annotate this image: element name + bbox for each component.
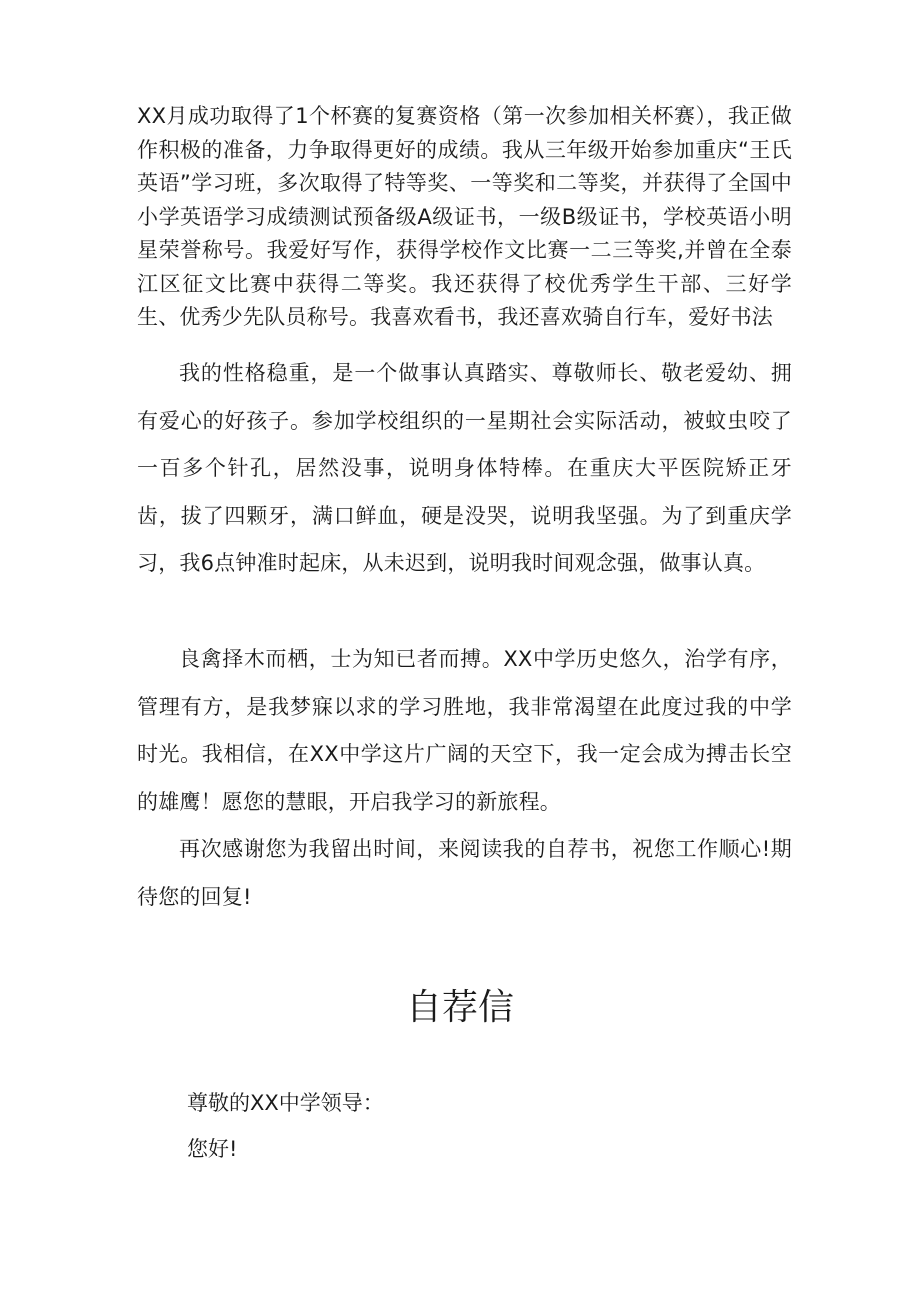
letter-greeting: 您好!: [187, 1137, 238, 1161]
paragraph-school-aspiration: 良禽择木而栖，士为知已者而搏。XX中学历史悠久，治学有序，管理有方，是我梦寐以求的学习胜地，我非常渴望在此度过我的中学时光。我相信，在XX中学这片广阔的天空下，我一定会成为搏击长空的雄鹰！愿您的慧眼，开启我学习的新旅程。: [137, 647, 792, 814]
letter-salutation: 尊敬的XX中学领导：: [187, 1091, 384, 1115]
letter-title: 自荐信: [405, 987, 514, 1028]
paragraph-closing-thanks: 再次感谢您为我留出时间，来阅读我的自荐书，祝您工作顺心!期待您的回复!: [137, 837, 792, 909]
paragraph-achievements: XX月成功取得了1个杯赛的复赛资格（第一次参加相关杯赛），我正做作积极的准备，力争取得更好的成绩。我从三年级开始参加重庆“王氏英语”学习班，多次取得了特等奖、一等奖和二等奖，并获得了全国中小学英语学习成绩测试预备级A级证书，一级B级证书，学校英语小明星荣誉称号。我爱好写作，获得学校作文比赛一二三等奖,并曾在全泰江区征文比赛中获得二等奖。我还获得了校优秀学生干部、三好学生、优秀少先队员称号。我喜欢看书，我还喜欢骑自行车，爱好书法: [137, 104, 792, 329]
paragraph-personality: 我的性格稳重，是一个做事认真踏实、尊敬师长、敬老爱幼、拥有爱心的好孩子。参加学校组织的一星期社会实际活动，被蚊虫咬了一百多个针孔，居然没事，说明身体特棒。在重庆大平医院矫正牙齿，拔了四颗牙，满口鲜血，硬是没哭，说明我坚强。为了到重庆学习，我6点钟准时起床，从未迟到，说明我时间观念强，做事认真。: [137, 361, 792, 575]
